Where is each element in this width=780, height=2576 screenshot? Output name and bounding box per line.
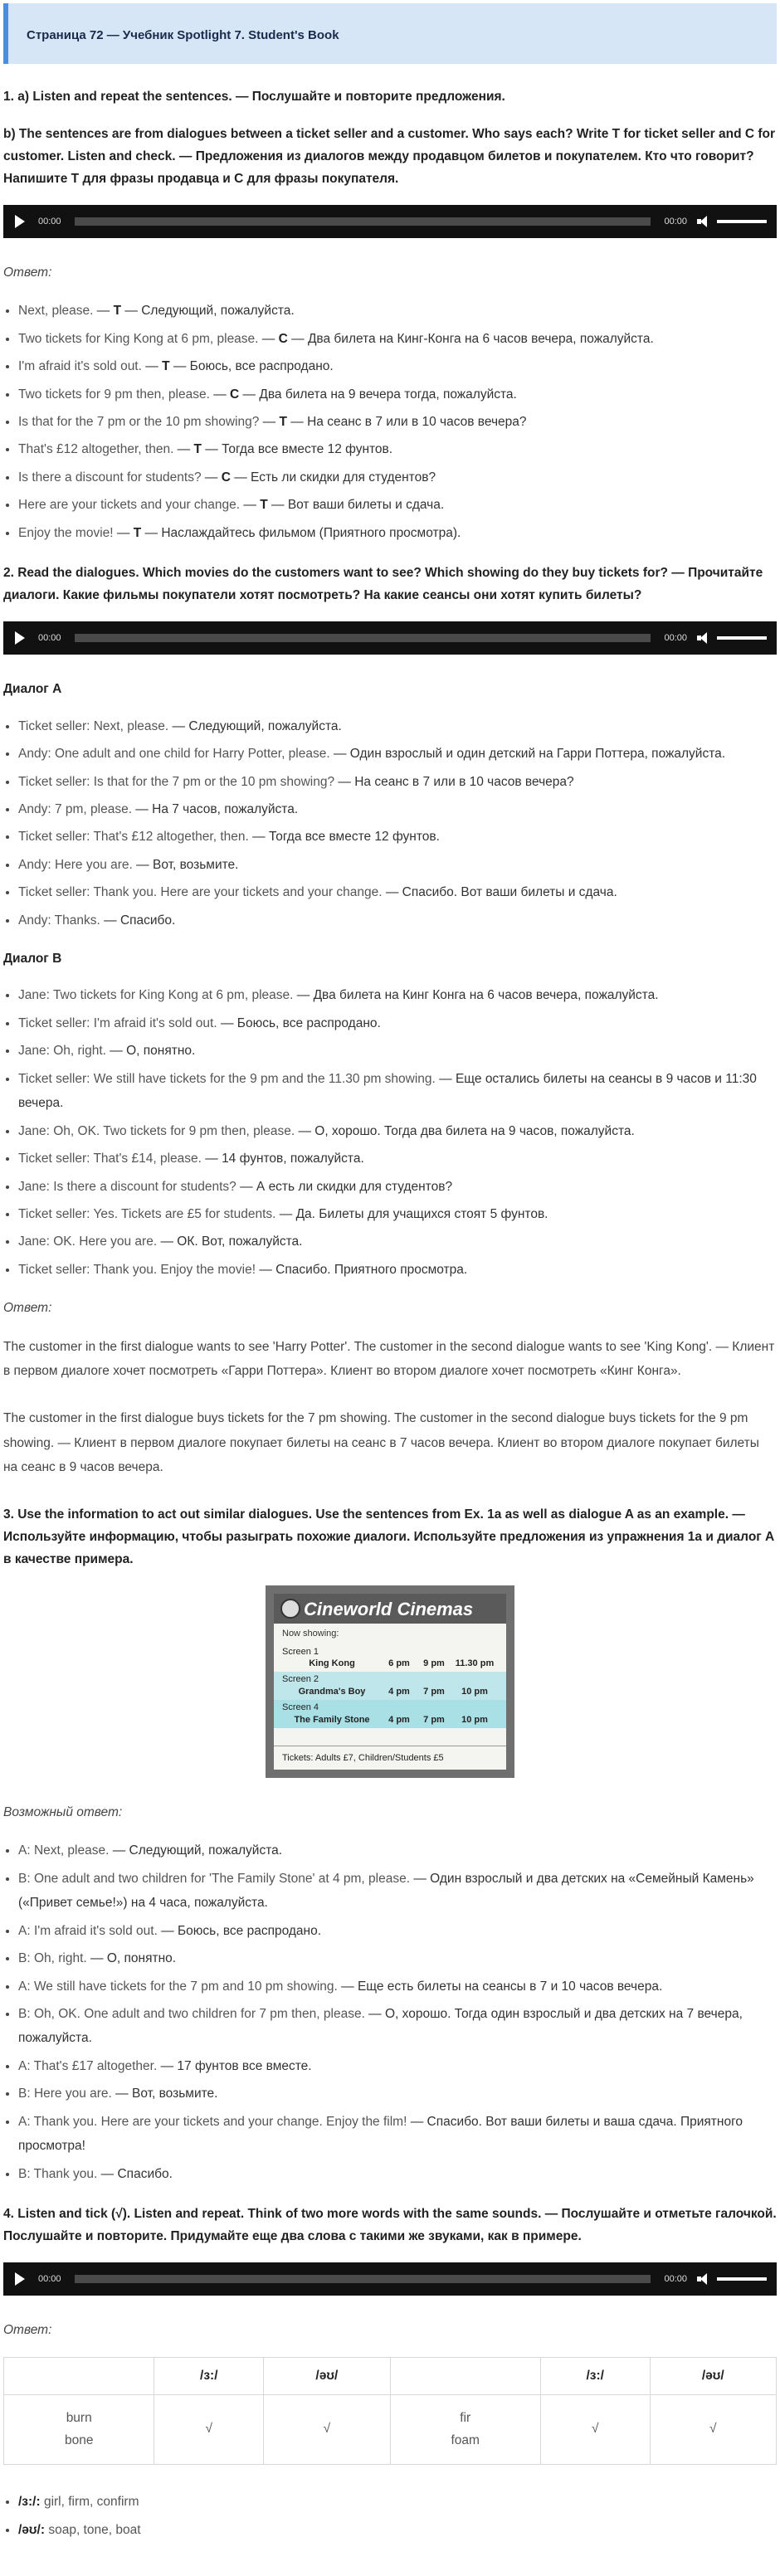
russian-translation: 14 фунтов, пожалуйста. xyxy=(222,1152,364,1166)
showtime: 6 pm xyxy=(388,1658,410,1669)
cinema-schedule-image xyxy=(266,1585,514,1778)
speaker-tag: T xyxy=(279,415,287,429)
now-showing-label: Now showing: xyxy=(282,1629,339,1639)
english-text: B: Oh, OK. One adult and two children for 7 pm then, please. xyxy=(18,2006,365,2021)
russian-translation: Вот ваши билеты и сдача. xyxy=(287,498,445,513)
volume-slider[interactable] xyxy=(717,2277,767,2281)
screen-label: Screen 4 xyxy=(282,1702,319,1712)
volume-icon[interactable] xyxy=(697,2273,710,2285)
english-text: Andy: 7 pm, please. xyxy=(18,802,132,816)
list-item: • Jane: OK. Here you are. — ОК. Вот, пожалуйста. xyxy=(18,1230,777,1254)
table-header: /əʊ/ xyxy=(650,2357,776,2394)
sound-symbol: /ɜ:/: xyxy=(18,2495,41,2510)
english-text: Ticket seller: Thank you. Enjoy the movie! xyxy=(18,1262,256,1277)
showtime: 7 pm xyxy=(423,1714,445,1725)
english-text: Two tickets for 9 pm then, please. xyxy=(18,387,210,402)
list-item: • Jane: Oh, right. — О, понятно. xyxy=(18,1039,777,1063)
russian-translation: Тогда все вместе 12 фунтов. xyxy=(222,442,393,457)
showtime: 4 pm xyxy=(388,1714,410,1725)
showtime: 9 pm xyxy=(423,1658,445,1669)
list-item: • Ticket seller: Thank you. Here are your tickets and your change. — Спасибо. Вот ваши билеты и сдача. xyxy=(18,880,777,904)
english-text: Ticket seller: Is that for the 7 pm or the 10 pm showing? xyxy=(18,774,335,789)
cinema-title: Cineworld Cinemas xyxy=(304,1598,474,1619)
dialog-a-list xyxy=(3,714,777,933)
english-text: B: One adult and two children for 'The Family Stone' at 4 pm, please. xyxy=(18,1871,411,1886)
task2-answer-2: The customer in the first dialogue buys tickets for the 7 pm showing. The customer in the second dialogue buys tickets for the 9 pm showing. — Клиент в первом диалоге покупает билеты на сеанс в 7 часов вечера. Клиент во втором диалоге покупает билеты на сеанс в 9 часов вечера. xyxy=(3,1411,759,1475)
tick-mark: √ xyxy=(264,2394,390,2465)
list-item: • Andy: Here you are. — Вот, возьмите. xyxy=(18,853,777,877)
english-text: Andy: Here you are. xyxy=(18,857,133,872)
russian-translation: Два билета на 9 вечера тогда, пожалуйста. xyxy=(259,387,517,402)
list-item: • A: Next, please. — Следующий, пожалуйста. xyxy=(18,1838,777,1863)
russian-translation: Еще есть билеты на сеансы в 7 и 10 часов вечера. xyxy=(357,1979,663,1994)
sound-words-list xyxy=(3,2490,777,2542)
russian-translation: Спасибо. xyxy=(119,913,176,928)
russian-translation: Тогда все вместе 12 фунтов. xyxy=(268,830,440,845)
english-text: A: That's £17 altogether. xyxy=(18,2058,158,2073)
sound-symbol: /əʊ/: xyxy=(18,2522,46,2537)
russian-translation: Один взрослый и один детский на Гарри Поттера, пожалуйста. xyxy=(349,747,726,762)
volume-icon[interactable] xyxy=(697,216,710,227)
russian-translation: На сеанс в 7 или в 10 часов вечера? xyxy=(354,774,574,789)
english-text: Jane: Oh, OK. Two tickets for 9 pm then, please. xyxy=(18,1123,295,1138)
english-text: A: Next, please. xyxy=(18,1843,110,1858)
task3-answer-list xyxy=(3,1838,777,2186)
speaker-tag: T xyxy=(162,359,170,374)
english-text: Jane: OK. Here you are. xyxy=(18,1234,158,1249)
sound-words: girl, firm, confirm xyxy=(40,2495,139,2510)
volume-slider[interactable] xyxy=(717,636,767,640)
russian-translation: Да. Билеты для учащихся стоят 5 фунтов. xyxy=(295,1206,548,1221)
russian-translation: Спасибо. Вот ваши билеты и сдача. xyxy=(402,885,617,900)
list-item: • A: I'm afraid it's sold out. — Боюсь, все распродано. xyxy=(18,1919,777,1943)
russian-translation: 17 фунтов все вместе. xyxy=(177,2058,312,2073)
english-text: Ticket seller: Thank you. Here are your tickets and your change. xyxy=(18,885,383,900)
volume-icon[interactable] xyxy=(697,632,710,644)
english-text: I'm afraid it's sold out. xyxy=(18,359,142,374)
sounds-table xyxy=(3,2357,777,2466)
russian-translation: Боюсь, все распродано. xyxy=(236,1015,381,1030)
list-item: • Ticket seller: Yes. Tickets are £5 for students. — Да. Билеты для учащихся стоят 5 фунтов. xyxy=(18,1202,777,1226)
possible-answer-label: Возможный ответ: xyxy=(3,1805,123,1820)
list-item: • B: Thank you. — Спасибо. xyxy=(18,2162,777,2186)
list-item: • Is that for the 7 pm or the 10 pm showing? — T — На сеанс в 7 или в 10 часов вечера? xyxy=(18,410,777,434)
russian-translation: Два билета на Кинг-Конга на 6 часов вечера, пожалуйста. xyxy=(307,331,654,346)
play-icon[interactable] xyxy=(15,2272,25,2286)
english-text: Ticket seller: Next, please. xyxy=(18,718,169,733)
english-text: Jane: Oh, right. xyxy=(18,1044,106,1059)
english-text: A: I'm afraid it's sold out. xyxy=(18,1923,158,1938)
audio-progress-bar[interactable] xyxy=(75,634,651,642)
speaker-tag: T xyxy=(113,304,122,319)
table-header xyxy=(4,2357,154,2394)
showtime: 10 pm xyxy=(461,1687,488,1697)
list-item: • I'm afraid it's sold out. — T — Боюсь, все распродано. xyxy=(18,354,777,378)
russian-translation: На сеанс в 7 или в 10 часов вечера? xyxy=(307,415,527,429)
list-item: • Ticket seller: That's £12 altogether, then. — Тогда все вместе 12 фунтов. xyxy=(18,825,777,849)
speaker-tag: T xyxy=(133,525,142,540)
tick-mark: √ xyxy=(154,2394,264,2465)
list-item: • Next, please. — T — Следующий, пожалуйста. xyxy=(18,299,777,323)
english-text: Andy: Thanks. xyxy=(18,913,100,928)
russian-translation: Спасибо. Вот ваши билеты и ваша сдача. Приятного просмотра! xyxy=(18,2114,743,2154)
dialog-b-title: Диалог B xyxy=(3,952,62,967)
speaker-tag: T xyxy=(193,442,202,457)
russian-translation: Боюсь, все распродано. xyxy=(178,1923,322,1938)
screen-block xyxy=(274,1644,506,1673)
audio-duration: 00:00 xyxy=(664,216,687,226)
list-item: • Ticket seller: That's £14, please. — 14 фунтов, пожалуйста. xyxy=(18,1147,777,1171)
table-header: /ɜ:/ xyxy=(154,2357,264,2394)
audio-player[interactable] xyxy=(3,205,777,238)
tick-mark: √ xyxy=(540,2394,650,2465)
tick-mark: √ xyxy=(650,2394,776,2465)
english-text: Ticket seller: That's £12 altogether, then. xyxy=(18,830,249,845)
speaker-tag: C xyxy=(221,470,231,485)
english-text: Is there a discount for students? xyxy=(18,470,202,485)
russian-translation: Боюсь, все распродано. xyxy=(189,359,334,374)
answer-label: Ответ: xyxy=(3,265,52,280)
volume-slider[interactable] xyxy=(717,220,767,223)
screen-block xyxy=(274,1700,506,1728)
english-text: Ticket seller: I'm afraid it's sold out. xyxy=(18,1015,217,1030)
list-item: • Is there a discount for students? — C — Есть ли скидки для студентов? xyxy=(18,465,777,489)
ticket-prices: Tickets: Adults £7, Children/Students £5 xyxy=(274,1746,506,1770)
task-1b: b) The sentences are from dialogues between a ticket seller and a customer. Who says each? Write T for ticket seller and C for customer. Listen and check. — Предложения из диалогов между продавцом билетов и покупателем. Кто что говорит? Напишите T для фразы продавца и C для фразы покупателя. xyxy=(3,126,775,186)
task-4: 4. Listen and tick (√). Listen and repeat. Think of two more words with the same sounds. — Послушайте и отметьте галочкой. Послушайте и повторите. Придумайте еще два слова с такими же звуками, как в примере. xyxy=(3,2207,777,2244)
russian-translation: Вот, возьмите. xyxy=(152,857,239,872)
russian-translation: Следующий, пожалуйста. xyxy=(141,304,295,319)
english-text: A: We still have tickets for the 7 pm and 10 pm showing. xyxy=(18,1979,338,1994)
english-text: B: Thank you. xyxy=(18,2166,98,2181)
list-item: • Ticket seller: Thank you. Enjoy the movie! — Спасибо. Приятного просмотра. xyxy=(18,1258,777,1282)
russian-translation: Спасибо. xyxy=(117,2166,173,2181)
english-text: A: Thank you. Here are your tickets and your change. Enjoy the film! xyxy=(18,2114,407,2129)
sound-words: soap, tone, boat xyxy=(45,2522,141,2537)
list-item: • Enjoy the movie! — T — Наслаждайтесь фильмом (Приятного просмотра). xyxy=(18,521,777,545)
english-text: Jane: Two tickets for King Kong at 6 pm, please. xyxy=(18,988,294,1003)
list-item: • Jane: Two tickets for King Kong at 6 pm, please. — Два билета на Кинг Конга на 6 часов вечера, пожалуйста. xyxy=(18,983,777,1007)
table-cell: burn bone xyxy=(4,2394,154,2465)
russian-translation: Спасибо. Приятного просмотра. xyxy=(275,1262,468,1277)
screen-label: Screen 1 xyxy=(282,1646,319,1657)
list-item: • Ticket seller: I'm afraid it's sold out. — Боюсь, все распродано. xyxy=(18,1011,777,1035)
task-3: 3. Use the information to act out similar dialogues. Use the sentences from Ex. 1a as well as dialogue A as an example. — Используйте информацию, чтобы разыграть похожие диалоги. Используйте предложения из упражнения 1a и диалог A в качестве примера. xyxy=(3,1507,774,1566)
film-reel-icon xyxy=(280,1599,300,1619)
russian-translation: О, хорошо. Тогда один взрослый и два детских на 7 вечера, пожалуйста. xyxy=(18,2006,743,2046)
table-header: /ɜ:/ xyxy=(540,2357,650,2394)
russian-translation: Один взрослый и два детских на «Семейный Камень» («Привет семье!») на 4 часа, пожалуйста. xyxy=(18,1871,754,1911)
list-item: • B: Oh, OK. One adult and two children for 7 pm then, please. — О, хорошо. Тогда один взрослый и два детских на 7 вечера, пожалуйста. xyxy=(18,2002,777,2051)
russian-translation: Следующий, пожалуйста. xyxy=(188,718,342,733)
table-row xyxy=(4,2394,777,2465)
list-item: • Ticket seller: Next, please. — Следующий, пожалуйста. xyxy=(18,714,777,738)
list-item: • Here are your tickets and your change. — T — Вот ваши билеты и сдача. xyxy=(18,493,777,517)
screen-label: Screen 2 xyxy=(282,1674,319,1685)
audio-player[interactable] xyxy=(3,2262,777,2296)
list-item: • A: We still have tickets for the 7 pm and 10 pm showing. — Еще есть билеты на сеансы в 7 и 10 часов вечера. xyxy=(18,1975,777,1999)
table-header: /əʊ/ xyxy=(264,2357,390,2394)
showtime: 7 pm xyxy=(423,1687,445,1697)
list-item xyxy=(18,2490,777,2514)
russian-translation: А есть ли скидки для студентов? xyxy=(256,1179,453,1194)
list-item: • B: One adult and two children for 'The Family Stone' at 4 pm, please. — Один взрослый и два детских на «Семейный Камень» («Привет семье!») на 4 часа, пожалуйста. xyxy=(18,1867,777,1916)
list-item: • B: Oh, right. — О, понятно. xyxy=(18,1946,777,1970)
speaker-tag: T xyxy=(260,498,268,513)
film-name: The Family Stone xyxy=(294,1714,370,1725)
film-name: King Kong xyxy=(309,1658,355,1669)
film-name: Grandma's Boy xyxy=(298,1687,366,1697)
english-text: B: Here you are. xyxy=(18,2087,112,2101)
list-item: • Andy: Thanks. — Спасибо. xyxy=(18,908,777,933)
list-item: • Andy: One adult and one child for Harry Potter, please. — Один взрослый и один детский на Гарри Поттера, пожалуйста. xyxy=(18,742,777,766)
screen-block xyxy=(274,1672,506,1700)
task-1a: 1. a) Listen and repeat the sentences. — Послушайте и повторите предложения. xyxy=(3,89,505,104)
page-title: Страница 72 — Учебник Spotlight 7. Student's Book xyxy=(3,3,777,64)
showtime: 4 pm xyxy=(388,1687,410,1697)
list-item: • A: That's £17 altogether. — 17 фунтов все вместе. xyxy=(18,2054,777,2078)
cinema-logo xyxy=(274,1594,506,1624)
task1-answer-list xyxy=(3,299,777,545)
russian-translation: ОК. Вот, пожалуйста. xyxy=(177,1234,303,1249)
dialog-b-list xyxy=(3,983,777,1282)
task-2: 2. Read the dialogues. Which movies do the customers want to see? Which showing do they buy tickets for? — Прочитайте диалоги. Какие фильмы покупатели хотят посмотреть? На какие сеансы они хотят купить билеты? xyxy=(3,566,763,603)
audio-player[interactable] xyxy=(3,621,777,655)
list-item: • B: Here you are. — Вот, возьмите. xyxy=(18,2082,777,2106)
english-text: That's £12 altogether, then. xyxy=(18,442,174,457)
answer-label: Ответ: xyxy=(3,2323,52,2338)
audio-progress-bar[interactable] xyxy=(75,2275,651,2283)
russian-translation: О, хорошо. Тогда два билета на 9 часов, пожалуйста. xyxy=(314,1123,635,1138)
table-header-row xyxy=(4,2357,777,2394)
answer-label: Ответ: xyxy=(3,1301,52,1316)
english-text: Ticket seller: That's £14, please. xyxy=(18,1152,202,1166)
list-item: • Jane: Is there a discount for students? — А есть ли скидки для студентов? xyxy=(18,1175,777,1199)
dialog-a-title: Диалог A xyxy=(3,682,62,697)
russian-translation: О, понятно. xyxy=(126,1044,196,1059)
english-text: B: Oh, right. xyxy=(18,1951,87,1966)
russian-translation: Еще остались билеты на сеансы в 9 часов и 11:30 вечера. xyxy=(18,1071,757,1111)
list-item: • Andy: 7 pm, please. — На 7 часов, пожалуйста. xyxy=(18,797,777,821)
task2-answer-1: The customer in the first dialogue wants to see 'Harry Potter'. The customer in the second dialogue wants to see 'King Kong'. — Клиент в первом диалоге хочет посмотреть «Гарри Поттера». Клиент во втором диалоге хочет посмотреть «Кинг Конга». xyxy=(3,1339,775,1378)
audio-current-time: 00:00 xyxy=(38,216,61,226)
audio-current-time: 00:00 xyxy=(38,633,61,644)
english-text: Two tickets for King Kong at 6 pm, please. xyxy=(18,331,259,346)
russian-translation: Вот, возьмите. xyxy=(131,2087,218,2101)
audio-duration: 00:00 xyxy=(664,633,687,644)
list-item: • A: Thank you. Here are your tickets and your change. Enjoy the film! — Спасибо. Вот ваши билеты и ваша сдача. Приятного просмотра! xyxy=(18,2110,777,2159)
table-header xyxy=(390,2357,540,2394)
speaker-tag: C xyxy=(230,387,240,402)
english-text: Is that for the 7 pm or the 10 pm showing? xyxy=(18,415,260,429)
audio-progress-bar[interactable] xyxy=(75,217,651,226)
english-text: Enjoy the movie! xyxy=(18,525,114,540)
russian-translation: Есть ли скидки для студентов? xyxy=(251,470,436,485)
audio-current-time: 00:00 xyxy=(38,2274,61,2284)
speaker-tag: C xyxy=(278,331,288,346)
list-item: • Ticket seller: We still have tickets for the 9 pm and the 11.30 pm showing. — Еще остались билеты на сеансы в 9 часов и 11:30 вечера. xyxy=(18,1067,777,1116)
list-item: • Ticket seller: Is that for the 7 pm or the 10 pm showing? — На сеанс в 7 или в 10 часов вечера? xyxy=(18,770,777,794)
list-item: • Two tickets for 9 pm then, please. — C — Два билета на 9 вечера тогда, пожалуйста. xyxy=(18,382,777,407)
russian-translation: Следующий, пожалуйста. xyxy=(129,1843,283,1858)
play-icon[interactable] xyxy=(15,631,25,645)
english-text: Here are your tickets and your change. xyxy=(18,498,241,513)
play-icon[interactable] xyxy=(15,215,25,228)
list-item xyxy=(18,2518,777,2542)
english-text: Ticket seller: Yes. Tickets are £5 for students. xyxy=(18,1206,276,1221)
english-text: Andy: One adult and one child for Harry Potter, please. xyxy=(18,747,330,762)
showtime: 10 pm xyxy=(461,1714,488,1725)
russian-translation: О, понятно. xyxy=(106,1951,177,1966)
russian-translation: Два билета на Кинг Конга на 6 часов вечера, пожалуйста. xyxy=(313,988,659,1003)
russian-translation: Наслаждайтесь фильмом (Приятного просмотра). xyxy=(161,525,461,540)
russian-translation: На 7 часов, пожалуйста. xyxy=(152,802,299,816)
list-item: • Two tickets for King Kong at 6 pm, please. — C — Два билета на Кинг-Конга на 6 часов вечера, пожалуйста. xyxy=(18,327,777,351)
table-cell: fir foam xyxy=(390,2394,540,2465)
english-text: Ticket seller: We still have tickets for the 9 pm and the 11.30 pm showing. xyxy=(18,1071,436,1086)
english-text: Jane: Is there a discount for students? xyxy=(18,1179,236,1194)
list-item: • That's £12 altogether, then. — T — Тогда все вместе 12 фунтов. xyxy=(18,437,777,461)
audio-duration: 00:00 xyxy=(664,2274,687,2284)
english-text: Next, please. xyxy=(18,304,94,319)
list-item: • Jane: Oh, OK. Two tickets for 9 pm then, please. — О, хорошо. Тогда два билета на 9 часов, пожалуйста. xyxy=(18,1119,777,1143)
showtime: 11.30 pm xyxy=(455,1658,495,1669)
